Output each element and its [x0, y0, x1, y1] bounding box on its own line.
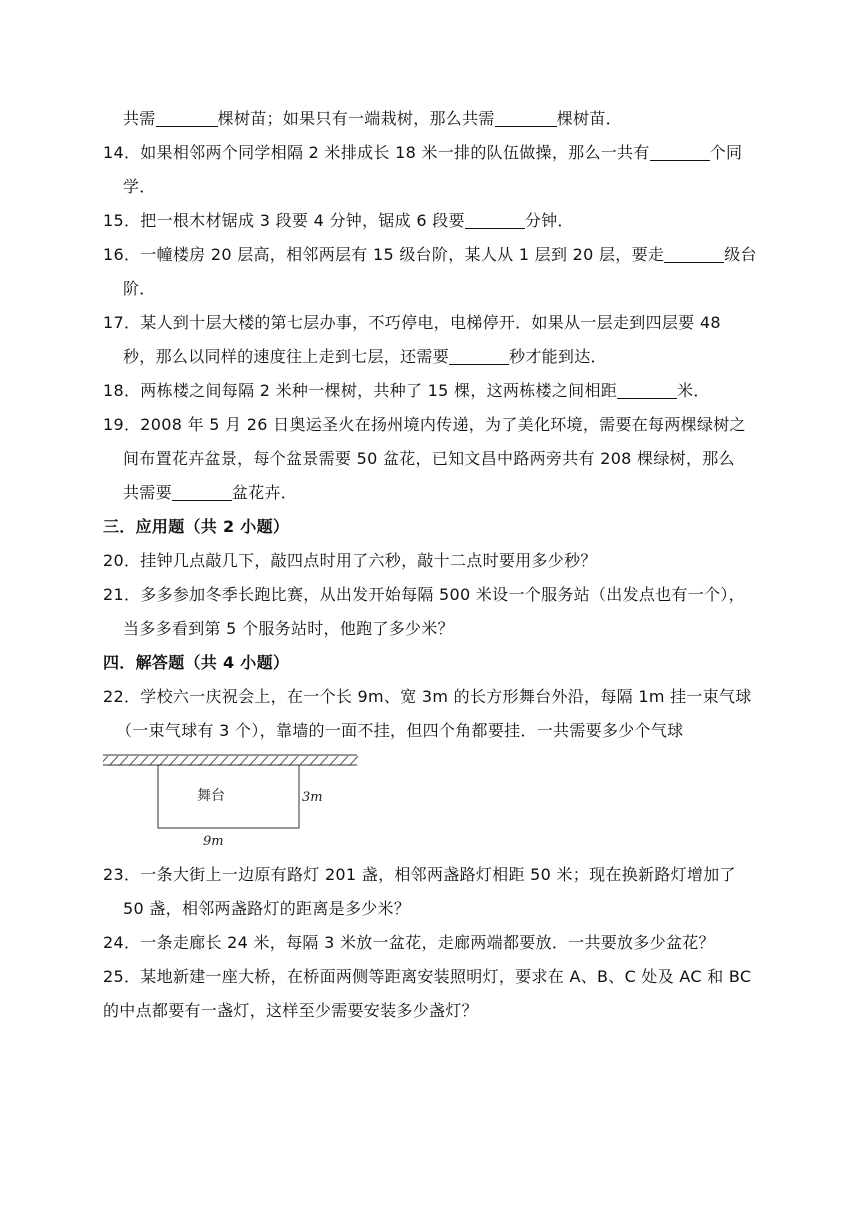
q16-text-2: 级台: [724, 245, 757, 264]
q13-text-2: 棵树苗；如果只有一端栽树，那么共需: [217, 109, 495, 128]
q17-line-2: [123, 346, 607, 368]
answer-blank[interactable]: [664, 246, 724, 263]
q19-line-1: [103, 414, 746, 436]
q17-line-1: [103, 312, 721, 334]
q25-text-1: 某地新建一座大桥，在桥面两侧等距离安装照明灯，要求在 A、B、C 处及 AC 和 BC: [140, 967, 752, 986]
q17-text-1: 某人到十层大楼的第七层办事，不巧停电，电梯停开．如果从一层走到四层要 48: [140, 313, 721, 332]
q21-line-2: 当多多看到第 5 个服务站时，他跑了多少米？: [123, 619, 454, 638]
q15-line: [103, 210, 574, 232]
answer-blank[interactable]: [650, 144, 710, 161]
q23-line-2: 50 盏，相邻两盏路灯的距离是多少米？: [123, 899, 411, 918]
q14-line-2: 学．: [123, 177, 156, 196]
q16-line-1: [103, 244, 757, 266]
q16-line-2: 阶．: [123, 279, 156, 298]
question-number: 23．: [103, 865, 141, 884]
q13-text-3: 棵树苗．: [556, 109, 622, 128]
section-heading-4: 四．解答题（共 4 小题）: [103, 653, 290, 672]
q15-text-2: 分钟．: [524, 211, 574, 230]
question-number: 22．: [103, 687, 141, 706]
q25-line-1: [103, 966, 751, 988]
q14-text-2: 个同: [709, 143, 743, 162]
answer-blank[interactable]: [495, 110, 557, 127]
question-number: 14．: [103, 143, 141, 162]
question-number: 24．: [103, 933, 141, 952]
q14-line-1: [103, 142, 742, 164]
q19-text-3: 盆花卉．: [231, 483, 298, 502]
q19-text-2: 共需要: [123, 483, 172, 502]
length-label: 9m: [203, 834, 224, 848]
q21-text-1: 多多参加冬季长跑比赛，从出发开始每隔 500 米设一个服务站（出发点也有一个），: [140, 585, 745, 604]
stage-rect: [158, 765, 299, 828]
answer-blank[interactable]: [449, 348, 509, 365]
q20-text: 挂钟几点敲几下，敲四点时用了六秒，敲十二点时要用多少秒？: [140, 551, 597, 570]
stage-diagram: [103, 752, 359, 848]
q25-line-2: 的中点都要有一盏灯，这样至少需要安装多少盏灯？: [103, 1001, 478, 1020]
q22-text-1: 学校六一庆祝会上，在一个长 9m、宽 3m 的长方形舞台外沿，每隔 1m 挂一束气球: [140, 687, 752, 706]
width-label: 3m: [302, 790, 323, 805]
q17-text-2: 秒，那么以同样的速度往上走到七层，还需要: [123, 347, 450, 366]
q20-line: [103, 550, 597, 572]
wall: [103, 755, 359, 766]
question-number: 19．: [103, 415, 141, 434]
section-heading-3: 三．应用题（共 2 小题）: [103, 517, 290, 536]
answer-blank[interactable]: [617, 382, 677, 399]
q16-text-1: 一幢楼房 20 层高，相邻两层有 15 级台阶，某人从 1 层到 20 层，要走: [140, 245, 665, 264]
answer-blank[interactable]: [156, 110, 218, 127]
question-number: 20．: [103, 551, 141, 570]
q23-line-1: [103, 864, 736, 886]
answer-blank[interactable]: [172, 484, 232, 501]
q18-text-1: 两栋楼之间每隔 2 米种一棵树，共种了 15 棵，这两栋楼之间相距: [140, 381, 618, 400]
q13-text-1: 共需: [123, 109, 156, 128]
q18-line: [103, 380, 710, 402]
q19-text-1: 2008 年 5 月 26 日奥运圣火在扬州境内传递，为了美化环境，需要在每两棵绿树之: [140, 415, 746, 434]
q17-text-3: 秒才能到达．: [509, 347, 607, 366]
question-number: 25．: [103, 967, 141, 986]
question-number: 21．: [103, 585, 141, 604]
q24-text: 一条走廊长 24 米，每隔 3 米放一盆花，走廊两端都要放．一共要放多少盆花？: [140, 933, 715, 952]
q19-line-3: [123, 482, 297, 504]
q21-line-1: [103, 584, 745, 606]
stage-label: 舞台: [197, 788, 225, 804]
question-number: 16．: [103, 245, 141, 264]
q15-text-1: 把一根木材锯成 3 段要 4 分钟，锯成 6 段要: [140, 211, 465, 230]
q23-text-1: 一条大街上一边原有路灯 201 盏，相邻两盏路灯相距 50 米；现在换新路灯增加了: [140, 865, 736, 884]
question-number: 18．: [103, 381, 141, 400]
question-number: 15．: [103, 211, 141, 230]
q14-text-1: 如果相邻两个同学相隔 2 米排成长 18 米一排的队伍做操，那么一共有: [140, 143, 650, 162]
q24-line: [103, 932, 715, 954]
q22-line-1: [103, 686, 752, 708]
question-number: 17．: [103, 313, 141, 332]
q18-text-2: 米．: [677, 381, 710, 400]
q22-line-2: （一束气球有 3 个），靠墙的一面不挂，但四个角都要挂．一共需要多少个气球: [116, 721, 684, 740]
q19-line-2: 间布置花卉盆景，每个盆景需要 50 盆花，已知文昌中路两旁共有 208 棵绿树，那么: [123, 449, 735, 468]
answer-blank[interactable]: [465, 212, 525, 229]
q13-tail-line: [123, 108, 622, 130]
